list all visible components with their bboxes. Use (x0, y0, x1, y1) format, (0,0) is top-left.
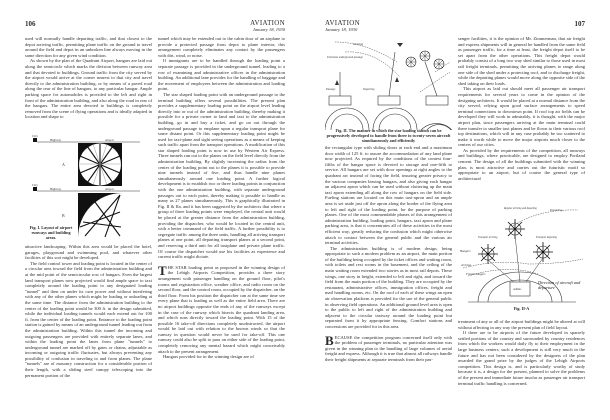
running-date: January 18, 1930 (325, 27, 358, 32)
paragraph: tunnel which may be extended out to the cabin door of an airplane to provide a protected passage from depot to plane interior, this arrangement completely eliminates any contact by the passengers with dirt, wind, or noise. (158, 36, 285, 58)
fig-label: Departing (363, 88, 375, 91)
running-title: AVIATION (325, 19, 360, 27)
fig-label: A (62, 162, 65, 167)
fig-label: Airport (105, 187, 114, 191)
drop-cap: T (158, 262, 167, 278)
fig-label: Highway (50, 187, 61, 191)
paragraph: This airport as laid out should meet all passenger air transport requirements for several years to come in the opinion of the designing architects. It would be placed at a normal distance from the city served, relying upon good surface arrangements to speed terminal connections to downtown point. If roof top air fields can be developed they will work in admirably, it is thought, with the major airport plan, since passengers arriving at the main terminal could there transfer to smaller taxi planes and be flown to their various roof top destinations, which will in any case probably be too scattered to make it worth while to move the major airports much closer to the centers of our cities. (458, 86, 585, 148)
paragraph: If there are to be airports of the future developed in sparsely settled portions of the country and surrounded by country residences from which the workers would daily fly to their employment in the large business centers, such a development is still very much in the future and has not been considered by the designers of the plan awarded the grand prize by the judges of the Lehigh Airports competition. This design is, and is particularly worthy of study because it is, a design for the present, planned to solve the problems of the present and immediate future insofar as passenger air transport terminal traffic handling is concerned. (458, 330, 585, 386)
column-text (325, 145, 452, 407)
paragraph: The administration building is of modern design, being appropriate to such a modern problem as an airport, the main portion of the building being occupied by the ticket offices and waiting room, with toilets and rest rooms in the basement, and the ceiling of the main waiting room extended two stories as in most rail depots. These wings, one story in height, extended to left and right, and toward the field from the main portion of the building. They are occupied by the restaurant, administrative offices, immigration offices, freight and mail handling rooms, etc. On the roof of each of these wings an open air observation platform is provided for the use of the general public in observing field operations. An additional ground level area is open to the public to left and right of the administration building and adjacent to the circular taxiway around the loading point but separated from it by appropriate fencing. Comfort stations and concessions are provided for in this area. (325, 245, 452, 329)
paragraph: treatment of any or all of the airport buildings might be altered at will without affecting in any way the present plan of field layout. (458, 319, 585, 330)
column-text (458, 319, 585, 389)
paragraph: attractive landscaping. Within this area would be placed the hotel, garages, playground and swimming pool, and whatever other facilities of this sort might be developed. (25, 244, 152, 261)
paragraph: If immigrants are to be handled through the loading point a separate passage is provided in the underground tunnel, leading to a row of examining and administrative offices in the administration building. An additional lane provides for the handling of baggage and the movement of employees between the administration and loading point. (158, 58, 285, 92)
fig-label: Arriving (353, 42, 364, 46)
paragraph: The field control tower and loading point is located in the center of a circular area toward the field from the administration building and at the mid point of the semicircular row of hangars. Even the largest land transport planes now projected would find ample space to taxi completely around the loading point to any designated loading "tunnel" and then on under its own power and without interfering with any of the other planes which might be loading or unloading at the same time. The distance from the administration building to the center of the loading point would be 300 ft. in the design submitted, while the individual loading tunnels would each extend out for 100 ft. from the center of the loading point. Entrance to the loading point station is gained by means of an underground tunnel leading out from the administration building. Within this tunnel the incoming and outgoing passengers are provided with entirely separate lanes, and within the loading point the lanes from plane "tunnels" to underground tunnel are marked off by gates or chains, adjustable as incoming or outgoing traffic fluctuates, but always preventing any possibility of confusion in traveling to and from planes. The plane "tunnels" are of masonry construction for a considerable portion of their length, with a sliding steel canopy telescoping into the permanent portion of the (25, 260, 152, 378)
column-text (158, 36, 285, 406)
fig-label: City (32, 134, 39, 138)
paragraph: senger facilities, it is the opinion of Mr. Zimmerman, that air freight and express shipments will in general be handled from the same field as passenger traffic, for a time at least, the freight depot itself to be set apart from the other operations. This freight depot would probably consist of a long two way shed similar to those used in most rail freight terminals, permitting the arriving planes to range along one side of the shed under a protecting roof, and to discharge freight, while the departing planes would move along the opposite side of the shed taking on their loads. (458, 36, 585, 86)
airport-traffic-diagram (458, 204, 585, 308)
paragraph: The star shaped loading point with an underground passage to the terminal building offers several possibilities. The present plan provides a supplementary loading point on the airport level leading directly into or out of the administration building, thereby making it possible for a private owner to land and taxi to the administration building, go in and buy a ticket, and go on out through the underground passage to emplane upon a regular transport plane for some distant point. Or this supplementary loading point might be used for taxi-plane and sight seeing operations as a means of keeping such traffic apart from the transport operations. A modification of this star shaped loading point is now in use by Western Air Express. Three tunnels run out to the planes on the field level directly from the administration building. By slightly increasing the radius from the center of the loading point out to the planes it is possible to provide nine tunnels instead of five, and thus handle nine planes simultaneously around one loading point. A further logical development is to establish two or three loading points in conjunction with the one administration building, with separate underground passages out to each point, thereby making it possible to handle as many as 27 planes simultaneously. This is graphically illustrated in Fig. II & IIa, and it has been suggested by the architects that where a group of three loading points were employed, the central unit would be placed at the greater distance from the administration building, providing the dispatcher, who would be located in the central unit, with a better command of the field traffic. A further possibility is to segregate traffic among the three units, handling all arriving transport planes at one point, all departing transport planes at a second point, and reserving a third unit for all taxiplane and private plane traffic. Of course the dispatcher would use his facilities as experience and current traffic might dictate. (158, 91, 285, 260)
figure-2a (458, 204, 585, 316)
paragraph-text: ECAUSE the competition program concerned itself only with the problem of passenger terminals, no particular attention was given in the winning plan to the handling of large volumes of aerial freight and express. Although it is true that almost all railways handle their freight shipments at separate terminals from their pas- (325, 334, 452, 362)
paragraph: the rectangular type with sliding doors at each end and a maximum door width of 125 ft. to assure the accommodation of any land plane now projected. As required by the conditions of the contest four-fifths of the hangar space is devoted to storage and one-fifth to service. All hangars are set with door openings at right angles to the quadrant arc instead of facing the field, insuring greater privacy to the various companies leasing hangars, and also giving each hangar an adjacent apron which can be used without cluttering up the main taxi apron extending all along the row of hangars on the field side. Fueling stations are located on this main taxi-apron and an ample area is set aside just off the apron along the border of the flying area to left and right of the loading point, for the purpose of parking planes. One of the most commendable phases of this arrangement of administration building, loading point, hangars, taxi apron and plane parking area, is that it concentrates all of these activities in the most efficient way, greatly reducing the confusion which might otherwise attach to contact between the general public and the various air terminal activities. (325, 145, 452, 246)
fig-label: City (32, 183, 39, 187)
page-number: 107 (574, 20, 585, 28)
fig-label: Airport (105, 138, 114, 142)
running-title: AVIATION (250, 19, 285, 27)
fig-label: Extension underground passage (327, 56, 363, 59)
page-number: 106 (25, 20, 36, 28)
paragraph (158, 262, 285, 355)
paragraph: used will normally handle departing traffic, and that closest to the depot arriving traffic, permitting plane traffic on the ground to travel around the field and depot in an unbroken line always moving in the same direction for any given wind condition. (25, 36, 152, 58)
fig-label: Admin. (513, 288, 522, 291)
column-text (458, 36, 585, 203)
fig-label: Freight hangars (466, 272, 486, 276)
fig-label: Transport arriving (478, 236, 498, 239)
fig-label-direction: Direction of aircraft and departure (538, 280, 581, 290)
fig-label: B (62, 213, 65, 218)
paragraph (325, 332, 452, 363)
running-date: January 18, 1930 (252, 27, 285, 32)
fig-label: Regular arriving and departing (504, 207, 537, 210)
column-text (25, 244, 152, 406)
fig-label: Highway (50, 138, 61, 142)
paragraph: As provided by the requirements of the competition, all runways and buildings, where practicable, are designed to employ Portland cement. The design of all the buildings submitted with the winning plan, is most attractive and carries out the futuristic motif so appropriate to an airport, but of course the general type of architectural (458, 147, 585, 181)
figure-2 (325, 32, 452, 142)
paragraph: As shown by the plan of the Quadrant Airport, hangars are laid out along the semicircle which marks the division between runway area and that devoted to buildings. Ground traffic from the city served by the airport would arrive at the corner nearest to that city and travel directly to the administration building, or by means of a paved road along the rear of the line of hangars, to any particular hangar. Ample parking space for automobiles is provided to the left and right in front of the administration building, and also along the road in rear of the hangars. The entire area devoted to buildings is completely removed from the scene of flying operations and is ideally adapted in location and shape to (25, 58, 152, 120)
column-text (25, 36, 152, 129)
fig-label: Passage (326, 88, 336, 91)
figure-caption: Fig. II. The manner in which the star loading station can be progressively developed to handle from three to twenty-seven aircraft simultaneously and efficiently (326, 128, 451, 143)
fig-label: Arriving (461, 263, 472, 267)
paragraph: Hangars provided for in the winning design are of (163, 354, 254, 360)
drop-cap: B (325, 332, 334, 348)
fig-label: Transport departing (536, 236, 557, 239)
fig-label: Hangars (460, 249, 471, 253)
loading-station-diagram (325, 32, 452, 130)
figure-caption: Fig. II-A (513, 306, 530, 311)
figure-caption: Fig. I. Layout of airport runways and building areas. (29, 225, 73, 240)
fig-label: Departing (550, 208, 563, 212)
figure-1 (25, 132, 152, 242)
paragraph-text: HE STAR loading point as proposed in the winning design of the Lehigh Airports Competition, provides a three story arrangement with passenger handling on the ground floor, pilot's rooms and registration office, weather office, and radio room on the second floor, and the control room, occupied by the dispatcher, on the third floor. From his position the dispatcher can at the same time see every plane that is loading as well as the entire field area. There are no airport buildings opposite the ends of any of the runways except in the case of the runway which bisects the quadrant landing area, and which runs directly toward the loading point. With 15 of the possible 16 take-off directions completely unobstructed, the airport would be laid out with relation to the known winds so that the runway in question would never be used for take-off. This one runway could also be split to pass on either side of the loading point, completely removing any mental hazard which might conceivably attach to the present arrangement. (158, 264, 285, 354)
